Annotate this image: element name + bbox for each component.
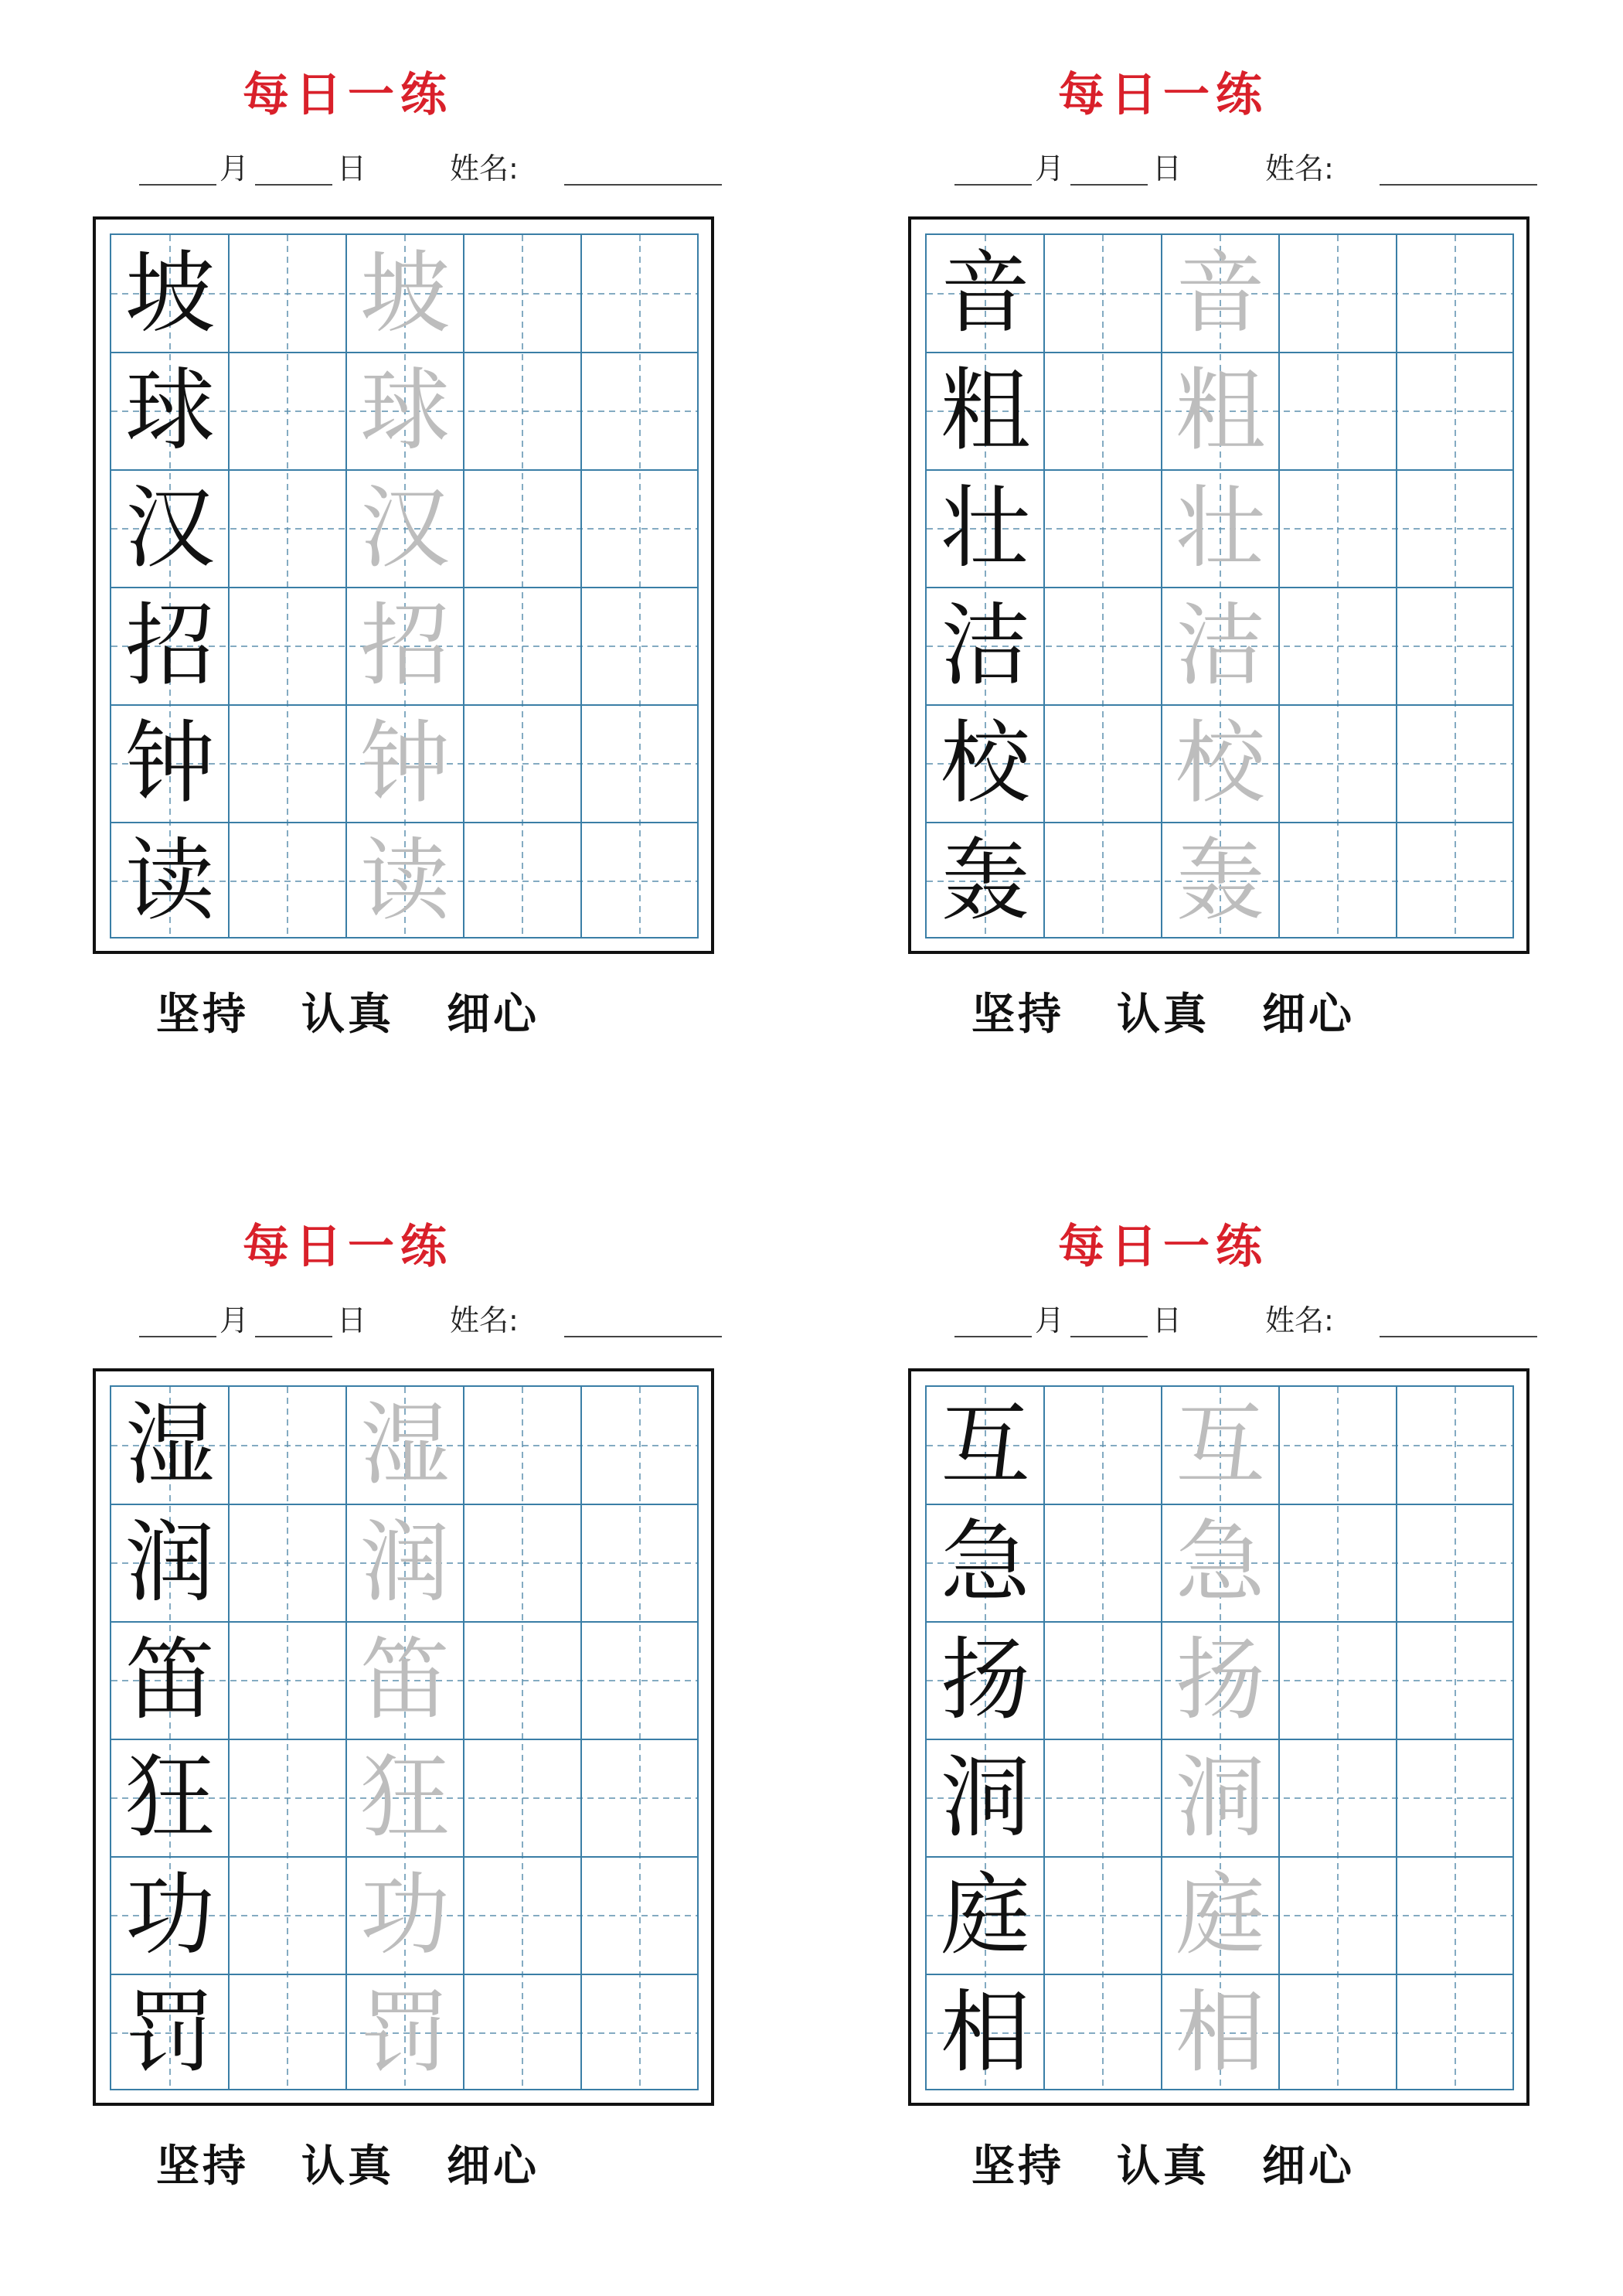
- model-character: 音: [941, 241, 1030, 346]
- writing-cell[interactable]: [1397, 1622, 1514, 1739]
- writing-cell[interactable]: [464, 1504, 581, 1622]
- practice-box: [908, 1368, 1529, 2106]
- writing-cell[interactable]: [581, 823, 699, 938]
- writing-cell[interactable]: [229, 470, 346, 588]
- motto: [0, 2132, 696, 2194]
- trace-character: 笛: [360, 1628, 450, 1732]
- writing-cell[interactable]: [464, 235, 581, 353]
- writing-cell[interactable]: [1279, 235, 1397, 353]
- writing-cell[interactable]: [1044, 588, 1162, 705]
- writing-cell[interactable]: [581, 1504, 699, 1622]
- trace-character: 球: [360, 359, 450, 463]
- writing-cell[interactable]: [1044, 1974, 1162, 2090]
- writing-cell[interactable]: [1397, 470, 1514, 588]
- writing-cell[interactable]: [581, 1857, 699, 1974]
- writing-cell[interactable]: [229, 588, 346, 705]
- practice-sheet-bottom-left: [0, 1152, 696, 2192]
- writing-cell[interactable]: [1397, 1387, 1514, 1504]
- writing-cell[interactable]: [581, 1622, 699, 1739]
- writing-cell[interactable]: [1044, 1504, 1162, 1622]
- trace-character: 洁: [1176, 594, 1265, 698]
- date-name-line: [0, 147, 696, 190]
- day-blank[interactable]: [1070, 1336, 1148, 1337]
- model-character: 笛: [125, 1628, 215, 1732]
- motto-item: 认真: [1117, 2141, 1210, 2192]
- writing-cell[interactable]: [581, 235, 699, 353]
- name-label: 姓名:: [1265, 1303, 1334, 1337]
- name-blank[interactable]: [564, 184, 722, 186]
- writing-cell[interactable]: [1397, 1857, 1514, 1974]
- day-blank[interactable]: [1070, 184, 1148, 186]
- trace-character: 润: [360, 1511, 450, 1615]
- writing-cell[interactable]: [1044, 1857, 1162, 1974]
- practice-sheet-top-left: [0, 0, 696, 1040]
- model-character: 急: [941, 1511, 1030, 1615]
- trace-character: 互: [1176, 1393, 1265, 1497]
- day-label: 日: [1152, 152, 1182, 186]
- writing-cell[interactable]: [1279, 1504, 1397, 1622]
- writing-cell[interactable]: [581, 353, 699, 470]
- writing-cell[interactable]: [1044, 705, 1162, 823]
- writing-cell[interactable]: [581, 1387, 699, 1504]
- writing-cell[interactable]: [581, 588, 699, 705]
- month-blank[interactable]: [139, 1336, 216, 1337]
- model-character: 壮: [941, 476, 1030, 581]
- day-label: 日: [337, 152, 367, 186]
- model-character: 粗: [941, 359, 1030, 463]
- writing-cell[interactable]: [1279, 1622, 1397, 1739]
- writing-cell[interactable]: [1279, 823, 1397, 938]
- writing-cell[interactable]: [1044, 470, 1162, 588]
- writing-cell[interactable]: [229, 1974, 346, 2090]
- writing-cell[interactable]: [229, 1739, 346, 1857]
- writing-cell[interactable]: [1279, 1974, 1397, 2090]
- sheet-title: 每日一练: [243, 68, 453, 122]
- motto-item: 坚持: [156, 2141, 249, 2192]
- model-character: 湿: [125, 1393, 215, 1497]
- writing-cell[interactable]: [229, 1387, 346, 1504]
- trace-character: 急: [1176, 1511, 1265, 1615]
- practice-sheet-bottom-right: [815, 1152, 1511, 2192]
- day-label: 日: [337, 1303, 367, 1337]
- trace-character: 狂: [360, 1746, 450, 1850]
- writing-cell[interactable]: [464, 470, 581, 588]
- day-label: 日: [1152, 1303, 1182, 1337]
- model-character: 功: [125, 1863, 215, 1967]
- writing-cell[interactable]: [229, 235, 346, 353]
- motto-item: 细心: [447, 2141, 539, 2192]
- model-character: 坡: [125, 241, 215, 346]
- writing-cell[interactable]: [1397, 588, 1514, 705]
- name-label: 姓名:: [450, 1303, 519, 1337]
- trace-character: 相: [1176, 1981, 1265, 2085]
- writing-cell[interactable]: [1044, 823, 1162, 938]
- model-character: 招: [125, 594, 215, 698]
- model-character: 罚: [125, 1981, 215, 2085]
- writing-cell[interactable]: [1397, 235, 1514, 353]
- day-blank[interactable]: [255, 1336, 332, 1337]
- writing-cell[interactable]: [464, 705, 581, 823]
- practice-sheet-top-right: [815, 0, 1511, 1040]
- writing-cell[interactable]: [1397, 1504, 1514, 1622]
- tianzige-grid: [110, 1385, 699, 2090]
- writing-cell[interactable]: [1044, 235, 1162, 353]
- trace-character: 坡: [360, 241, 450, 346]
- model-character: 狂: [125, 1746, 215, 1850]
- date-name-line: [815, 1299, 1511, 1342]
- sheet-title: 每日一练: [1058, 68, 1268, 122]
- trace-character: 钟: [360, 711, 450, 816]
- month-label: 月: [1035, 152, 1065, 186]
- trace-character: 庭: [1176, 1863, 1265, 1967]
- motto-item: 坚持: [971, 2141, 1064, 2192]
- writing-cell[interactable]: [464, 1974, 581, 2090]
- trace-character: 粗: [1176, 359, 1265, 463]
- writing-cell[interactable]: [229, 705, 346, 823]
- name-blank[interactable]: [1380, 1336, 1537, 1337]
- sheet-title: 每日一练: [243, 1220, 453, 1274]
- month-blank[interactable]: [954, 1336, 1032, 1337]
- writing-cell[interactable]: [464, 1739, 581, 1857]
- motto-item: 细心: [1262, 2141, 1355, 2192]
- model-character: 钟: [125, 711, 215, 816]
- motto-item: 坚持: [156, 989, 249, 1040]
- writing-cell[interactable]: [1397, 1974, 1514, 2090]
- writing-cell[interactable]: [1397, 1739, 1514, 1857]
- model-character: 相: [941, 1981, 1030, 2085]
- model-character: 轰: [941, 829, 1030, 933]
- motto-item: 认真: [1117, 989, 1210, 1040]
- date-name-line: [815, 147, 1511, 190]
- writing-cell[interactable]: [464, 823, 581, 938]
- month-label: 月: [219, 1303, 250, 1337]
- tianzige-grid: [925, 233, 1514, 938]
- writing-cell[interactable]: [1044, 353, 1162, 470]
- writing-cell[interactable]: [1397, 353, 1514, 470]
- writing-cell[interactable]: [464, 353, 581, 470]
- writing-cell[interactable]: [1397, 705, 1514, 823]
- writing-cell[interactable]: [229, 823, 346, 938]
- month-blank[interactable]: [139, 184, 216, 186]
- motto-item: 细心: [1262, 989, 1355, 1040]
- month-blank[interactable]: [954, 184, 1032, 186]
- writing-cell[interactable]: [229, 1857, 346, 1974]
- model-character: 洁: [941, 594, 1030, 698]
- writing-cell[interactable]: [581, 470, 699, 588]
- trace-character: 洞: [1176, 1746, 1265, 1850]
- model-character: 互: [941, 1393, 1030, 1497]
- model-character: 庭: [941, 1863, 1030, 1967]
- writing-cell[interactable]: [1044, 1622, 1162, 1739]
- name-label: 姓名:: [1265, 152, 1334, 186]
- trace-character: 扬: [1176, 1628, 1265, 1732]
- motto-item: 坚持: [971, 989, 1064, 1040]
- writing-cell[interactable]: [1279, 470, 1397, 588]
- trace-character: 轰: [1176, 829, 1265, 933]
- trace-character: 音: [1176, 241, 1265, 346]
- writing-cell[interactable]: [1397, 823, 1514, 938]
- practice-box: [93, 216, 714, 954]
- month-label: 月: [1035, 1303, 1065, 1337]
- tianzige-grid: [925, 1385, 1514, 2090]
- writing-cell[interactable]: [1279, 353, 1397, 470]
- writing-cell[interactable]: [229, 1504, 346, 1622]
- model-character: 洞: [941, 1746, 1030, 1850]
- month-label: 月: [219, 152, 250, 186]
- trace-character: 罚: [360, 1981, 450, 2085]
- trace-character: 招: [360, 594, 450, 698]
- model-character: 校: [941, 711, 1030, 816]
- trace-character: 校: [1176, 711, 1265, 816]
- practice-box: [908, 216, 1529, 954]
- writing-cell[interactable]: [1044, 1387, 1162, 1504]
- writing-cell[interactable]: [464, 1857, 581, 1974]
- writing-cell[interactable]: [581, 1739, 699, 1857]
- writing-cell[interactable]: [464, 1622, 581, 1739]
- day-blank[interactable]: [255, 184, 332, 186]
- writing-cell[interactable]: [581, 705, 699, 823]
- practice-box: [93, 1368, 714, 2106]
- model-character: 润: [125, 1511, 215, 1615]
- model-character: 球: [125, 359, 215, 463]
- motto: [815, 980, 1511, 1042]
- trace-character: 壮: [1176, 476, 1265, 581]
- writing-cell[interactable]: [1044, 1739, 1162, 1857]
- trace-character: 读: [360, 829, 450, 933]
- writing-cell[interactable]: [1279, 588, 1397, 705]
- sheet-title: 每日一练: [1058, 1220, 1268, 1274]
- motto-item: 认真: [301, 989, 394, 1040]
- date-name-line: [0, 1299, 696, 1342]
- writing-cell[interactable]: [229, 1622, 346, 1739]
- writing-cell[interactable]: [1279, 1739, 1397, 1857]
- writing-cell[interactable]: [464, 1387, 581, 1504]
- trace-character: 湿: [360, 1393, 450, 1497]
- writing-cell[interactable]: [1279, 1857, 1397, 1974]
- writing-cell[interactable]: [581, 1974, 699, 2090]
- model-character: 汉: [125, 476, 215, 581]
- model-character: 读: [125, 829, 215, 933]
- motto-item: 认真: [301, 2141, 394, 2192]
- writing-cell[interactable]: [464, 588, 581, 705]
- name-blank[interactable]: [1380, 184, 1537, 186]
- name-label: 姓名:: [450, 152, 519, 186]
- writing-cell[interactable]: [1279, 705, 1397, 823]
- trace-character: 功: [360, 1863, 450, 1967]
- tianzige-grid: [110, 233, 699, 938]
- writing-cell[interactable]: [229, 353, 346, 470]
- motto: [815, 2132, 1511, 2194]
- trace-character: 汉: [360, 476, 450, 581]
- writing-cell[interactable]: [1279, 1387, 1397, 1504]
- name-blank[interactable]: [564, 1336, 722, 1337]
- motto-item: 细心: [447, 989, 539, 1040]
- model-character: 扬: [941, 1628, 1030, 1732]
- motto: [0, 980, 696, 1042]
